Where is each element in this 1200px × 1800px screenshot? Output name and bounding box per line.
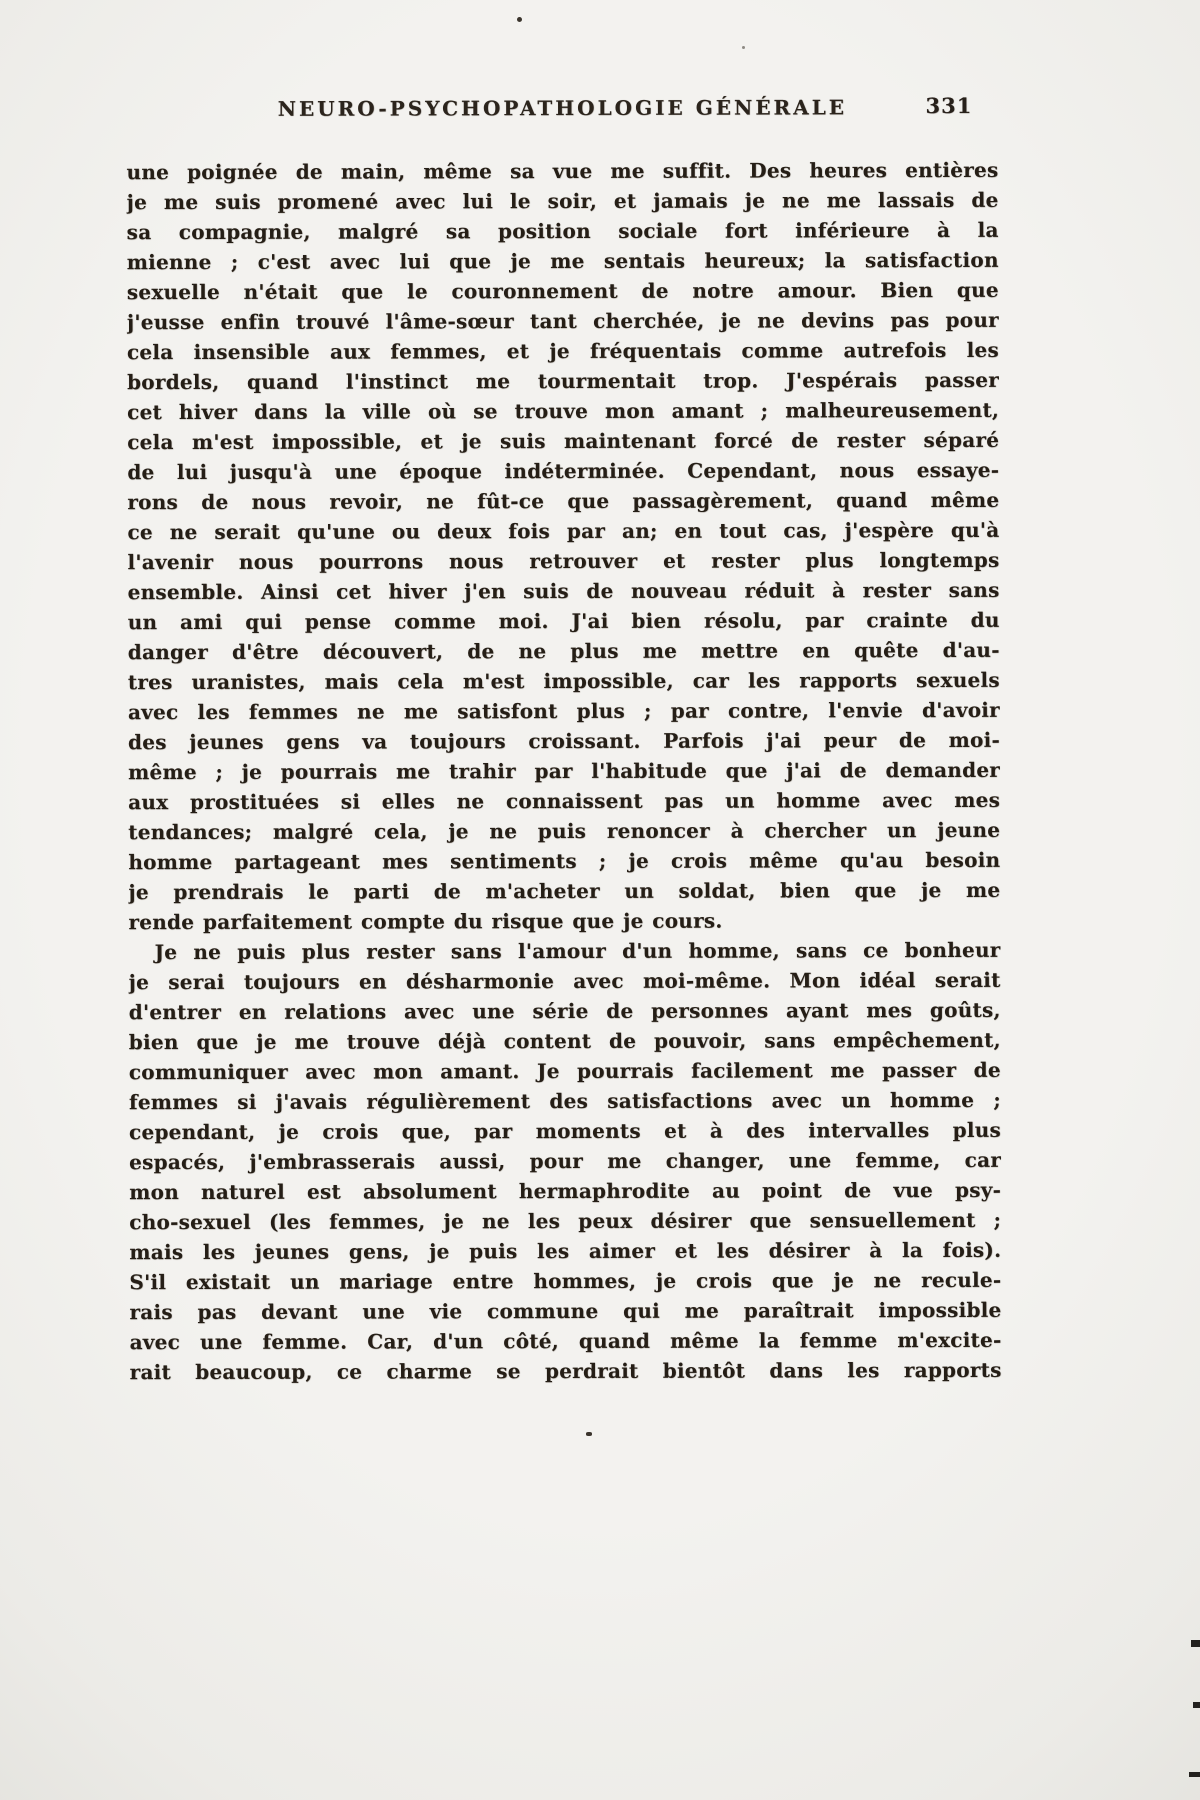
text-line: cela m'est impossible, et je suis maintenant forcé de rester séparé [127, 427, 1000, 455]
text-line: un ami qui pense comme moi. J'ai bien résolu, par crainte du [127, 607, 1000, 635]
text-line: même ; je pourrais me trahir par l'habitude que j'ai de demander [128, 757, 1001, 785]
scan-edge-mark [1191, 1640, 1200, 1647]
paragraph [126, 155, 1000, 937]
text-line: espacés, j'embrasserais aussi, pour me changer, une femme, car [129, 1147, 1002, 1175]
text-line: sexuelle n'était que le couronnement de notre amour. Bien que [126, 277, 999, 305]
text-line: tres uranistes, mais cela m'est impossible, car les rapports sexuels [127, 667, 1000, 695]
text-line: rende parfaitement compte du risque que je cours. [128, 908, 723, 935]
text-line: communiquer avec mon amant. Je pourrais facilement me passer de [128, 1057, 1001, 1085]
ink-speck [742, 46, 745, 49]
text-line: cela insensible aux femmes, et je fréquentais comme autrefois les [126, 337, 1000, 365]
text-line: une poignée de main, même sa vue me suffit. Des heures entières [126, 157, 999, 185]
paragraph [129, 935, 1002, 1387]
text-line: d'entrer en relations avec une série de personnes ayant mes goûts, [128, 997, 1001, 1025]
text-line: l'avenir nous pourrons nous retrouver et rester plus longtemps [127, 547, 1000, 575]
text-line: femmes si j'avais régulièrement des satisfactions avec un homme ; [128, 1087, 1001, 1115]
text-line: mon naturel est absolument hermaphrodite au point de vue psy- [129, 1177, 1002, 1205]
page-header [126, 92, 998, 131]
text-line: rais pas devant une vie commune qui me paraîtrait impossible [129, 1297, 1002, 1325]
text-line: je me suis promené avec lui le soir, et jamais je ne me lassais de [126, 187, 999, 215]
ink-speck [517, 17, 522, 22]
text-line: je prendrais le parti de m'acheter un soldat, bien que je me [128, 877, 1001, 905]
text-line: Je ne puis plus rester sans l'amour d'un homme, sans ce bonheur [154, 937, 1001, 965]
text-line: ce ne serait qu'une ou deux fois par an; en tout cas, j'espère qu'à [127, 517, 1000, 545]
text-line: S'il existait un mariage entre hommes, je crois que je ne recule- [129, 1267, 1002, 1295]
text-line: cet hiver dans la ville où se trouve mon amant ; malheureusement, [127, 397, 1000, 425]
text-line: ensemble. Ainsi cet hiver j'en suis de nouveau réduit à rester sans [127, 577, 1000, 605]
text-line: bien que je me trouve déjà content de pouvoir, sans empêchement, [128, 1027, 1001, 1055]
text-line: de lui jusqu'à une époque indéterminée. Cependant, nous essaye- [127, 457, 1000, 485]
text-line: mienne ; c'est avec lui que je me sentais heureux; la satisfaction [126, 247, 999, 275]
scan-edge-mark [1189, 1772, 1200, 1777]
text-line: rons de nous revoir, ne fût-ce que passagèrement, quand même [127, 487, 1000, 515]
text-line: avec les femmes ne me satisfont plus ; par contre, l'envie d'avoir [127, 697, 1000, 725]
text-line: danger d'être découvert, de ne plus me mettre en quête d'au- [127, 637, 1000, 665]
text-line: je serai toujours en désharmonie avec moi-même. Mon idéal serait [128, 967, 1001, 995]
text-line: rait beaucoup, ce charme se perdrait bientôt dans les rapports [129, 1357, 1002, 1385]
text-line: cependant, je crois que, par moments et à des intervalles plus [128, 1117, 1002, 1145]
text-line: mais les jeunes gens, je puis les aimer et les désirer à la fois). [129, 1237, 1002, 1265]
text-line: bordels, quand l'instinct me tourmentait trop. J'espérais passer [127, 367, 1000, 395]
text-line: avec une femme. Car, d'un côté, quand même la femme m'excite- [129, 1327, 1002, 1355]
page-number: 331 [925, 92, 973, 119]
text-line: aux prostituées si elles ne connaissent pas un homme avec mes [128, 787, 1001, 815]
page-content [126, 92, 1002, 1387]
text-line: sa compagnie, malgré sa position sociale fort inférieure à la [126, 217, 999, 245]
text-line: homme partageant mes sentiments ; je crois même qu'au besoin [128, 847, 1001, 875]
running-title: NEURO-PSYCHOPATHOLOGIE GÉNÉRALE [277, 95, 848, 121]
ink-speck [586, 1432, 592, 1436]
scan-edge-mark [1193, 1702, 1200, 1708]
text-line: j'eusse enfin trouvé l'âme-sœur tant cherchée, je ne devins pas pour [126, 307, 999, 335]
text-line: tendances; malgré cela, je ne puis renoncer à chercher un jeune [128, 817, 1001, 845]
text-line: des jeunes gens va toujours croissant. Parfois j'ai peur de moi- [127, 727, 1001, 755]
text-line: cho-sexuel (les femmes, je ne les peux désirer que sensuellement ; [129, 1207, 1002, 1235]
